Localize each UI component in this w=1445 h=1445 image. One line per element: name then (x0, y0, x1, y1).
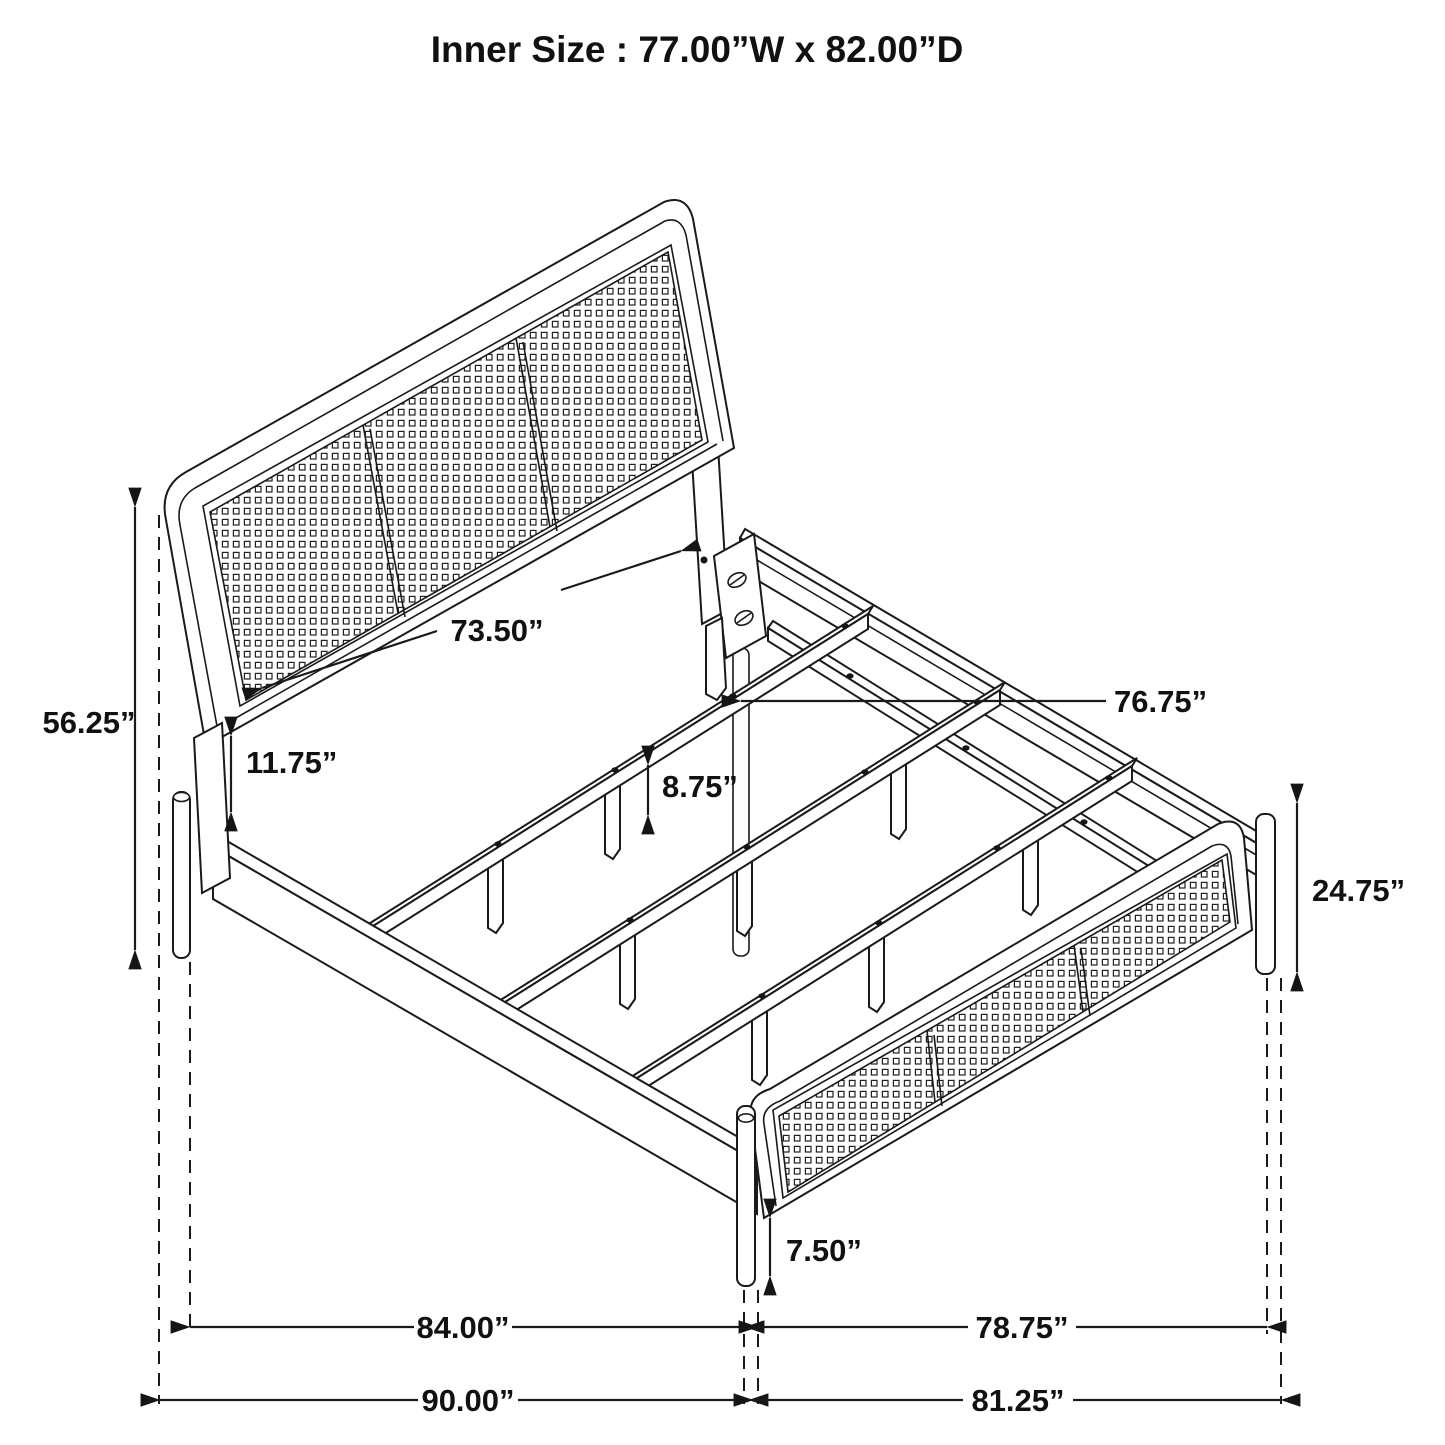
dim-label-headboard-width: 73.50” (450, 613, 544, 648)
headboard-front-leg (173, 792, 190, 958)
dim-label-slat-rail-length: 76.75” (1114, 684, 1208, 719)
dim-label-inner-frame-length: 84.00” (416, 1310, 510, 1345)
dimension-arrow (561, 551, 681, 590)
support-leg (1023, 839, 1038, 915)
cane-mesh-panel (779, 860, 1230, 1192)
footboard-right-leg (1256, 814, 1275, 974)
diagram-title: Inner Size : 77.00”W x 82.00”D (430, 29, 964, 70)
dim-label-footboard-span: 78.75” (975, 1310, 1069, 1345)
dim-label-overall-length: 90.00” (421, 1383, 515, 1418)
dim-label-support-leg-height: 8.75” (662, 769, 738, 804)
headboard-stile (194, 723, 230, 893)
support-leg (869, 936, 884, 1012)
support-leg (620, 933, 635, 1009)
slat-rail (362, 606, 873, 948)
dim-label-overall-width: 81.25” (971, 1383, 1065, 1418)
dim-label-footboard-clearance: 7.50” (786, 1233, 862, 1268)
headboard (165, 200, 734, 958)
dim-label-headboard-height: 56.25” (42, 705, 136, 740)
support-leg (752, 1009, 767, 1085)
dim-label-footboard-height: 24.75” (1312, 873, 1406, 908)
support-leg (737, 860, 752, 936)
support-leg (706, 618, 726, 700)
footboard (737, 814, 1275, 1286)
footboard-left-leg (737, 1106, 755, 1286)
support-leg (891, 763, 906, 839)
support-leg (488, 857, 503, 933)
dim-label-headboard-to-rail-gap: 11.75” (246, 745, 338, 780)
